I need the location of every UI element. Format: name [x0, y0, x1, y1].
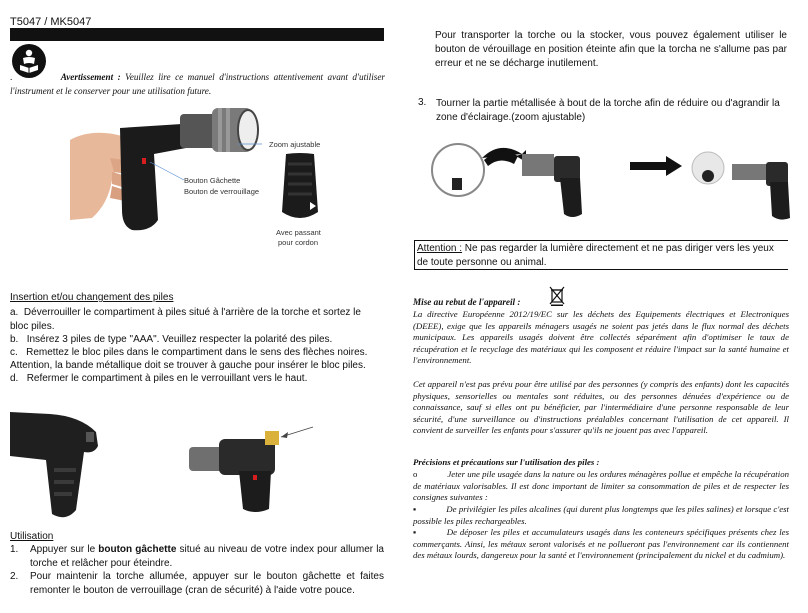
torch-photo	[185, 425, 317, 515]
insertion-note: Attention, la bande métallique doit se trouver à gauche pour insérer le bloc piles.	[10, 360, 366, 371]
warning-title: Avertissement :	[60, 72, 121, 82]
attention-label: Attention :	[417, 243, 463, 254]
insertion-title: Insertion et/ou changement des piles	[10, 292, 174, 303]
attention-text: Ne pas regarder la lumière directement et ne pas diriger vers les yeux de toute personne ou animal.	[417, 243, 774, 268]
insertion-item-a: a. Déverrouiller le compartiment à piles situé à l'arrière de la torche et sortez le bloc piles.	[10, 307, 361, 332]
insertion-item-d: d. Refermer le compartiment à piles en le verrouillant vers le haut.	[10, 373, 308, 384]
transport-paragraph: Pour transporter la torche ou la stocker, vous pouvez également utiliser le bouton de vérouillage en position éteinte afin que la torcha ne s'allume pas par erreur et ne se décharge inutilement.	[435, 30, 787, 69]
usage-step-2-marker: 2.	[10, 571, 19, 582]
label-cord-2: pour cordon	[278, 238, 319, 247]
document-code: T5047 / MK5047	[10, 16, 92, 28]
precautions-bullet-2: ▪ De privilégier les piles alcalines (qui durent plus longtemps que les piles salines) et lorsque c'est possible les piles rechargeables.	[413, 504, 789, 526]
precautions-title: Précisions et précautions sur l'utilisation des piles :	[413, 457, 600, 467]
zoom-sequence-illustration	[430, 140, 800, 220]
label-zoom: Zoom ajustable	[269, 140, 321, 149]
usage-title: Utilisation	[10, 531, 54, 542]
crossed-bin-icon	[549, 286, 565, 306]
label-cord-1: Avec passant	[276, 228, 321, 237]
disposal-paragraph-1: La directive Européenne 2012/19/EC sur les déchets des Equipements électriques et Electroniques (DEEE), exige que les appareils ménagers usagés ne soient pas jetés dans le flux normal des déchets municipaux. Les appareils usagés doivent être collectés séparément afin d'optimiser le taux de récupération et le recyclage des matériaux qui les composent et réduire l'impact sur la santé humaine et l'environnement.	[413, 309, 789, 366]
battery-compartment-photo	[10, 410, 102, 520]
insertion-item-c: c. Remettez le bloc piles dans le compartiment dans le sens des flèches noires.	[10, 347, 368, 358]
step-3-text: Tourner la partie métallisée à bout de la torche afin de réduire ou d'agrandir la zone d'éclairage.(zoom ajustable)	[436, 98, 780, 123]
usage-step-2: Pour maintenir la torche allumée, appuyer sur le bouton gâchette et faites remonter le bouton de verrouillage (cran de sécurité) à l'aide votre pouce.	[30, 571, 384, 596]
torch-handle-detail	[270, 152, 330, 227]
usage-step-1-marker: 1.	[10, 544, 19, 555]
warning-text: . Avertissement : Veuillez lire ce manuel d'instructions attentivement avant d'utiliser l'instrument et le conserver pour une utilisation future.	[10, 72, 386, 96]
torch-in-hand-illustration	[62, 100, 262, 240]
step-3-marker: 3.	[418, 97, 427, 108]
label-lock: Bouton de verrouillage	[184, 187, 260, 196]
precautions-bullet-1: o Jeter une pile usagée dans la nature ou les ordures ménagères pollue et empêche la récupération de matériaux valorisables. Il est donc important de limiter sa consommation de piles et de respecter les consignes suivantes :	[413, 469, 789, 503]
precautions-bullet-3: ▪ De déposer les piles et accumulateurs usagés dans les conteneurs spécifiques présents chez les commerçants. Ainsi, les métaux seront valorisés et ne pollueront pas l'environnement car ils contiennent des métaux lourds, dangereux pour la santé et l'environnement (principalement du nickel et du cadmium).	[413, 527, 789, 561]
header-bar	[10, 28, 384, 41]
usage-step-1: Appuyer sur le bouton gâchette situé au niveau de votre index pour allumer la torche et relâcher pour éteindre.	[30, 544, 384, 569]
attention-box	[414, 240, 788, 270]
insertion-item-b: b. Insérez 3 piles de type "AAA". Veuillez respecter la polarité des piles.	[10, 334, 333, 345]
disposal-paragraph-2: Cet appareil n'est pas prévu pour être utilisé par des personnes (y compris des enfants) dont les capacités physiques, sensorielles ou mentales sont réduites, ou des personnes dénuées d'expérience ou de connaissance, sauf si elles ont pu bénéficier, par l'intermédiaire d'une personne responsable de leur sécurité, d'une surveillance ou d'instructions préalables concernant l'utilisation de cet appareil. Il convient de surveiller les enfants pour s'assurer qu'ils ne jouent pas avec l'appareil.	[413, 379, 789, 436]
disposal-title: Mise au rebut de l'appareil :	[413, 297, 521, 307]
label-trigger: Bouton Gâchette	[184, 176, 241, 185]
